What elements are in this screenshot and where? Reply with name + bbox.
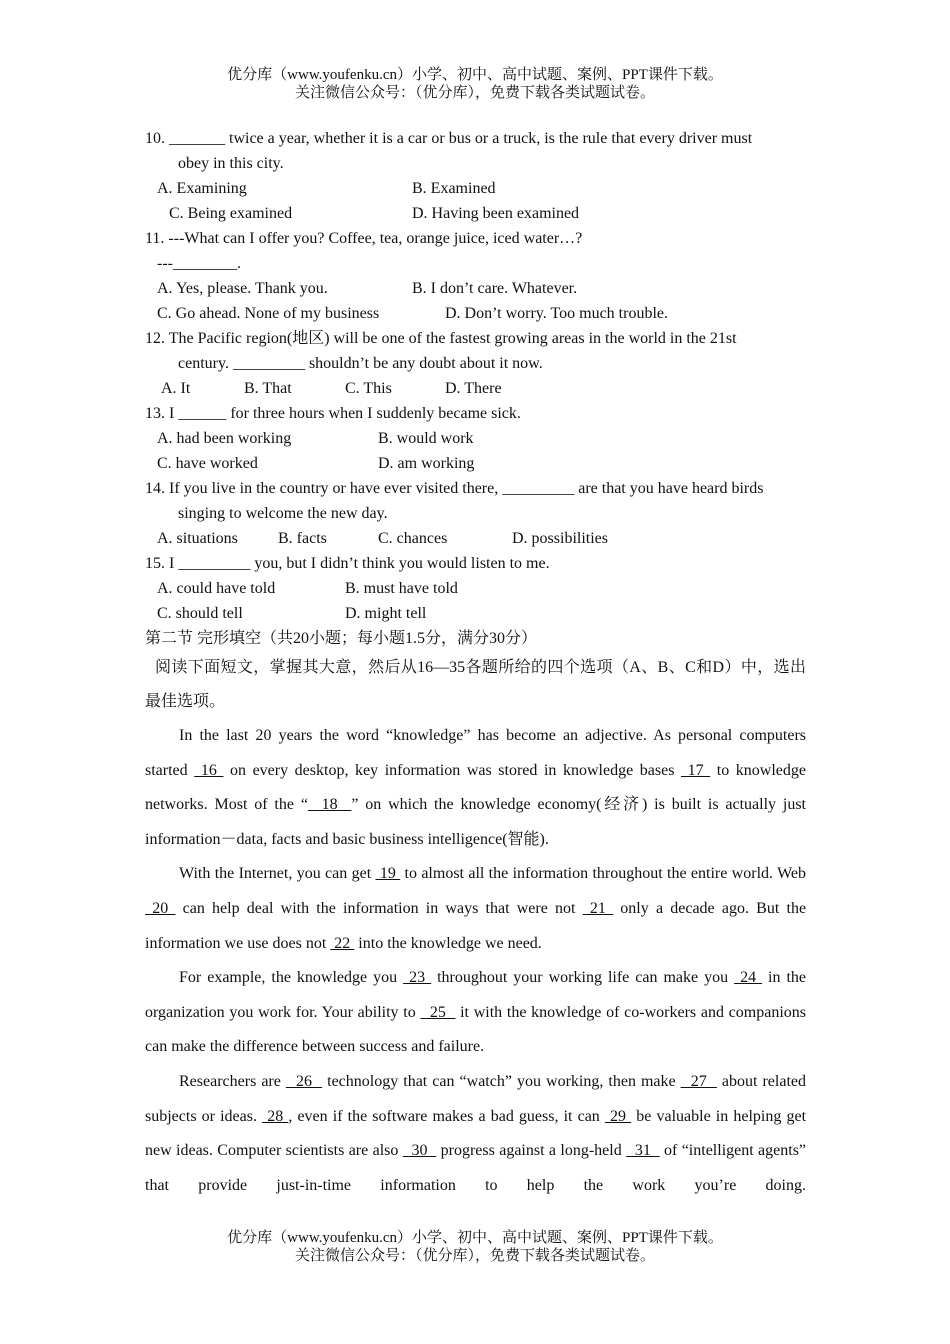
option-b: B. must have told — [345, 580, 458, 597]
passage-paragraph-3 — [145, 961, 806, 1065]
blank-24: 24 — [734, 969, 763, 987]
passage-text: be valuable in helping get new ideas. Computer scientists are also — [145, 1107, 807, 1160]
question-13 — [145, 401, 806, 476]
passage-text: Researchers are — [179, 1072, 286, 1090]
passage-text: For example, the knowledge you — [179, 969, 404, 987]
question-stem: 12. The Pacific region(地区) will be one of the fastest growing areas in the world in the 21st — [145, 330, 737, 347]
header-line-1: 优分库（www.youfenku.cn）小学、初中、高中试题、案例、PPT课件下载。 — [227, 67, 723, 83]
blank-25: 25 — [420, 1003, 456, 1021]
passage-text: throughout your working life can make you — [431, 969, 735, 987]
option-b: B. would work — [378, 430, 474, 447]
question-stem-continued: ---________. — [157, 255, 241, 272]
passage-text: to knowledge networks. Most of the “ — [145, 761, 807, 814]
blank-29: 29 — [604, 1107, 632, 1125]
question-15 — [145, 551, 806, 626]
option-b: B. facts — [278, 530, 327, 547]
blank-21: 21 — [582, 899, 614, 917]
blank-16: 16 — [194, 761, 224, 779]
option-a: A. situations — [157, 530, 238, 547]
footer-line-1: 优分库（www.youfenku.cn）小学、初中、高中试题、案例、PPT课件下载。 — [227, 1230, 723, 1246]
question-14 — [145, 476, 806, 551]
question-stem: 14. If you live in the country or have ever visited there, _________ are that you have heard birds — [145, 480, 764, 497]
header-line-2: 关注微信公众号：（优分库），免费下载各类试题试卷。 — [294, 85, 655, 101]
passage-text: into the knowledge we need. — [354, 934, 542, 952]
passage-text: on every desktop, key information was stored in knowledge bases — [223, 761, 682, 779]
blank-27: 27 — [680, 1072, 717, 1090]
passage-paragraph-2 — [145, 857, 806, 961]
question-stem-continued: century. _________ shouldn’t be any doubt about it now. — [178, 355, 543, 372]
passage-text: in the organization you work for. Your ability to — [145, 969, 807, 1021]
question-10 — [145, 126, 806, 226]
passage-text: only a decade ago. But the information we use does not — [145, 899, 807, 952]
passage-text: In the last 20 years the word “knowledge” has become an adjective. As personal computers started — [145, 727, 806, 779]
passage-paragraph-1 — [145, 719, 806, 857]
blank-19: 19 — [375, 865, 401, 883]
blank-31: 31 — [626, 1142, 660, 1160]
passage-paragraph-4 — [145, 1065, 806, 1203]
footer-line-2: 关注微信公众号：（优分库），免费下载各类试题试卷。 — [294, 1248, 655, 1264]
blank-20: 20 — [145, 899, 176, 917]
passage-text: progress against a long-held — [436, 1142, 627, 1160]
option-c: C. chances — [378, 530, 448, 547]
page-footer — [0, 1229, 950, 1265]
option-d: D. Don’t worry. Too much trouble. — [445, 305, 668, 322]
cloze-passage — [145, 719, 806, 1203]
question-11 — [145, 226, 806, 326]
option-d: D. possibilities — [512, 530, 609, 547]
passage-text: of “intelligent agents” that provide just-in-time information to help the work you’re doing. — [145, 1142, 807, 1194]
option-c: C. have worked — [157, 455, 258, 472]
option-b: B. I don’t care. Whatever. — [412, 280, 578, 297]
section-instructions: 阅读下面短文，掌握其大意，然后从16—35各题所给的四个选项（A、B、C和D）中，选出最佳选项。 — [145, 659, 806, 710]
option-a: A. could have told — [157, 580, 276, 597]
blank-30: 30 — [402, 1142, 437, 1160]
option-b: B. That — [244, 380, 292, 397]
section-title: 第二节 完形填空（共20小题；每小题1.5分，满分30分） — [145, 630, 538, 647]
question-stem: 13. I ______ for three hours when I suddenly became sick. — [145, 405, 521, 422]
blank-28: 28 — [262, 1107, 289, 1125]
option-c: C. Being examined — [169, 205, 293, 222]
question-stem: 15. I _________ you, but I didn’t think you would listen to me. — [145, 555, 550, 572]
option-d: D. might tell — [345, 605, 427, 622]
passage-text: , even if the software makes a bad guess, it can — [288, 1107, 605, 1125]
option-a: A. It — [161, 380, 191, 397]
blank-17: 17 — [681, 761, 711, 779]
question-stem: 10. _______ twice a year, whether it is a car or bus or a truck, is the rule that every driver must — [145, 130, 753, 147]
option-d: D. There — [445, 380, 502, 397]
question-12 — [145, 326, 806, 401]
passage-text: ” on which the knowledge economy(经济) is built is actually just information－data, facts and basic business intelligence(智能). — [145, 796, 807, 848]
exam-content — [145, 126, 806, 1203]
option-b: B. Examined — [412, 180, 496, 197]
question-stem: 11. ---What can I offer you? Coffee, tea, orange juice, iced water…? — [145, 230, 583, 247]
passage-text: technology that can “watch” you working, then make — [322, 1072, 681, 1090]
blank-18: 18 — [307, 796, 352, 814]
blank-22: 22 — [330, 934, 355, 952]
passage-text: to almost all the information throughout the entire world. Web — [400, 865, 806, 883]
option-a: A. Examining — [157, 180, 247, 197]
option-a: A. had been working — [157, 430, 292, 447]
passage-text: it with the knowledge of co-workers and companions can make the difference between success and failure. — [145, 1003, 807, 1056]
blank-23: 23 — [403, 969, 432, 987]
passage-text: can help deal with the information in ways that were not — [175, 899, 583, 917]
passage-text: about related subjects or ideas. — [145, 1072, 806, 1125]
blank-26: 26 — [285, 1072, 323, 1090]
passage-text: With the Internet, you can get — [179, 865, 376, 883]
option-c: C. This — [345, 380, 392, 397]
question-stem-continued: obey in this city. — [178, 155, 284, 172]
option-c: C. should tell — [157, 605, 243, 622]
option-d: D. Having been examined — [412, 205, 580, 222]
question-stem-continued: singing to welcome the new day. — [178, 505, 388, 522]
page-header — [0, 66, 950, 102]
option-d: D. am working — [378, 455, 475, 472]
option-a: A. Yes, please. Thank you. — [157, 280, 328, 297]
option-c: C. Go ahead. None of my business — [157, 305, 380, 322]
